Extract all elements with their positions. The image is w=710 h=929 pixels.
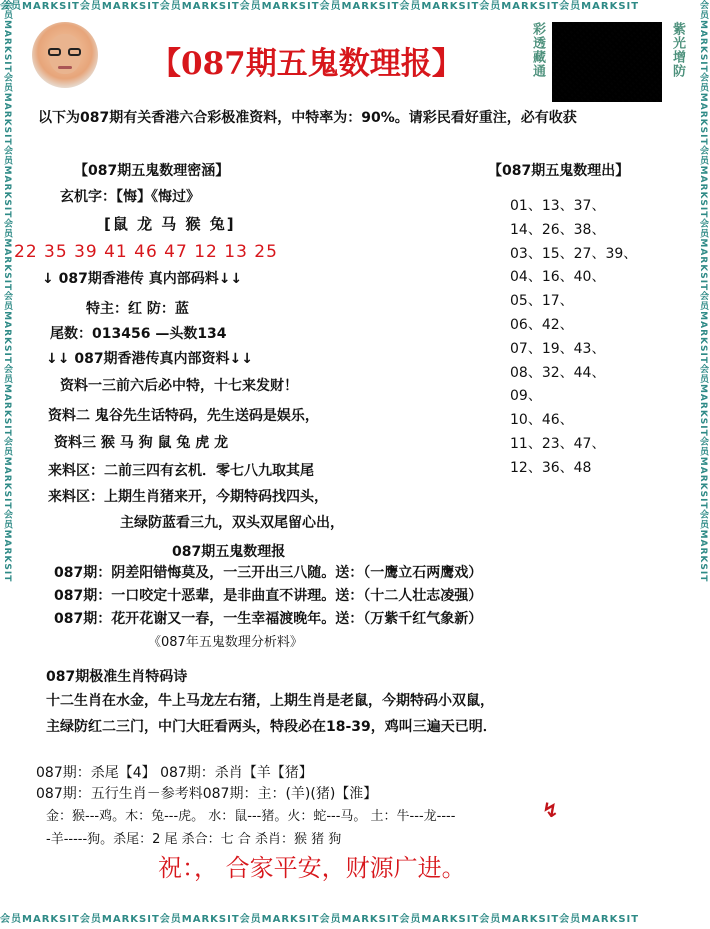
number-row: 10、46、: [510, 412, 574, 429]
poem-line-1: 087期：阴差阳错悔莫及，一三开出三八随。送：（一鹰立石两鹰戏）: [54, 565, 483, 581]
laoliao-one: 来料区：二前三四有玄机．零七八九取其尾: [48, 463, 314, 479]
side-label-right: 紫光增防: [670, 22, 685, 78]
watermark-right: 会员MARKSIT会员MARKSIT会员MARKSIT会员MARKSIT会员MARKSIT会员MARKSIT会员MARKSIT会员MARKSIT: [698, 0, 708, 583]
poem-line-2: 087期：一口咬定十恶辈，是非曲直不讲理。送：（十二人壮志凌强）: [54, 588, 483, 604]
tema-line-1: 十二生肖在水金，牛上马龙左右猪，上期生肖是老鼠，今期特码小双鼠，: [46, 693, 494, 709]
intro-text: 以下为087期有关香港六合彩极准资料，中特率为：90%。请彩民看好重注，必有收获: [38, 110, 577, 126]
watermark-left: 会员MARKSIT会员MARKSIT会员MARKSIT会员MARKSIT会员MARKSIT会员MARKSIT会员MARKSIT会员MARKSIT: [2, 0, 12, 583]
animal-list: [鼠 龙 马 猴 兔]: [104, 215, 236, 233]
tema-title: 087期极准生肖特码诗: [46, 669, 188, 685]
inside-data-title: ↓↓ 087期香港传真内部资料↓↓: [46, 351, 254, 367]
watermark-top: 会员MARKSIT会员MARKSIT会员MARKSIT会员MARKSIT会员MARKSIT会员MARKSIT会员MARKSIT会员MARKSIT: [0, 1, 640, 12]
number-row: 11、23、47、: [510, 436, 606, 452]
tema-line-2: 主绿防红二三门，中门大旺看两头，特段必在18-39，鸡叫三遍天已明．: [46, 719, 497, 735]
kill-summary-line: -羊-----狗。杀尾：2 尾 杀合：七 合 杀肖：猴 猪 狗: [46, 832, 342, 847]
numbers-section-title: 【087期五鬼数理出】: [488, 163, 630, 179]
laoliao-three: 主绿防蓝看三九，双头双尾留心出，: [120, 515, 344, 531]
ziliao-one: 资料一三前六后必中特，十七来发财！: [60, 378, 298, 394]
poem-line-3: 087期：花开花谢又一春，一生幸福渡晚年。送：（万紫千红气象新）: [54, 611, 483, 627]
poem-title: 087期五鬼数理报: [172, 544, 286, 560]
number-row: 04、16、40、: [510, 269, 606, 286]
secret-section-title: 【087期五鬼数理密涵】: [74, 163, 230, 179]
side-label-left: 彩透藏通: [530, 22, 545, 78]
poem-footer: 《087年五鬼数理分析料》: [148, 635, 303, 650]
inside-code-title: ↓ 087期香港传 真内部码料↓↓: [42, 271, 243, 287]
laoliao-two: 来料区：上期生肖猪来开，今期特码找四头，: [48, 489, 328, 505]
red-stamp-mark: ↯: [542, 798, 559, 822]
number-row: 14、26、38、: [510, 221, 606, 238]
number-row: 08、32、44、: [510, 364, 606, 381]
xuanji-text: 玄机字：【悔】《悔过》: [60, 189, 200, 205]
te-zhu-text: 特主：红 防：蓝: [86, 301, 189, 317]
number-row: 03、15、27、39、: [510, 245, 638, 262]
page-title: 【087期五鬼数理报】: [150, 46, 463, 82]
number-row: 06、42、: [510, 317, 574, 333]
portrait-image: [32, 22, 98, 88]
element-line: 金：猴---鸡。木：兔---虎。 水：鼠---猪。火：蛇---马。 土：牛---龙----: [46, 809, 456, 824]
blessing-text: 祝：， 合家平安，财源广进。: [158, 854, 466, 882]
watermark-bottom: 会员MARKSIT会员MARKSIT会员MARKSIT会员MARKSIT会员MARKSIT会员MARKSIT会员MARKSIT会员MARKSIT: [0, 914, 640, 925]
number-row: 09、: [510, 388, 542, 405]
number-list: 22 35 39 41 46 47 12 13 25: [14, 242, 278, 262]
qr-code-image: [552, 22, 662, 102]
kill-tail-line: 087期：杀尾【4】 087期：杀肖【羊【猪】: [36, 765, 313, 781]
number-row: 05、17、: [510, 293, 574, 310]
number-row: 07、19、43、: [510, 340, 606, 357]
number-row: 01、13、37、: [510, 198, 606, 214]
number-row: 12、36、48: [510, 459, 592, 476]
wuxing-line: 087期：五行生肖－参考料087期：主：(羊)(猪)【淮】: [36, 786, 378, 802]
ziliao-two: 资料二 鬼谷先生话特码，先生送码是娱乐，: [48, 408, 319, 424]
wei-shu-text: 尾数：013456 —头数134: [50, 326, 227, 342]
ziliao-three: 资料三 猴 马 狗 鼠 兔 虎 龙: [54, 435, 229, 451]
